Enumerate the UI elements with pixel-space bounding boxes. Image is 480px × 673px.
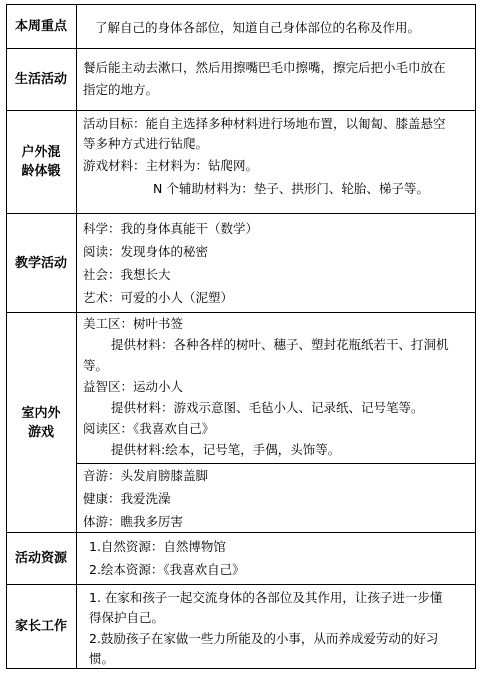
weekly-focus-content (83, 5, 472, 48)
indoor-games-content (83, 313, 472, 461)
resources-line-2: 2.绘本资源：《我喜欢自己》 (89, 562, 245, 577)
teaching-line-4: 艺术：可爱的小人（泥塑） (83, 290, 234, 305)
parent-line-1: 1. 在家和孩子一起交流身体的各部位及其作用，让孩子进一步懂 (89, 590, 443, 605)
row-label-life-activity: 生活活动 (14, 72, 67, 87)
parent-work-content (83, 585, 472, 668)
outdoor-line-3: 游戏材料：主材料为：钻爬网。 (83, 158, 259, 173)
row-parent-work (6, 584, 476, 669)
row-label-parent-work: 家长工作 (14, 619, 67, 634)
outdoor-line-2: 等多种方式进行钻爬。 (83, 136, 209, 151)
row-label-weekly-focus: 本周重点 (14, 19, 67, 34)
life-line-2: 指定的地方。 (83, 82, 159, 97)
teaching-activity-content (83, 214, 472, 312)
outdoor-exercise-content (83, 111, 472, 213)
teaching-line-3: 社会：我想长大 (83, 267, 171, 282)
row-life-activity (6, 48, 476, 110)
row-label-outdoor-exercise: 户外混 龄体锻 (21, 145, 61, 179)
indoor-line-7: 提供材料:绘本，记号笔，手偶，头饰等。 (111, 442, 341, 457)
indoor-line-6: 阅读区：《我喜欢自己》 (83, 421, 215, 436)
outdoor-game-line-2: 健康：我爱洗澡 (83, 491, 171, 506)
parent-line-2: 得保护自己。 (89, 610, 165, 625)
teaching-line-1: 科学：我的身体真能干（数学） (83, 221, 259, 236)
indoor-line-4: 益智区：运动小人 (83, 379, 184, 394)
row-teaching-activity (6, 213, 476, 312)
row-label-teaching-activity: 教学活动 (14, 255, 67, 271)
weekly-focus-text: 了解自己的身体各部位，知道自己身体部位的名称及作用。 (95, 20, 421, 35)
parent-line-4: 惯。 (89, 651, 115, 666)
outdoor-games-content (83, 463, 472, 532)
plan-table (6, 4, 476, 669)
indoor-line-5: 提供材料：游戏示意图、毛毡小人、记录纸、记号笔等。 (111, 400, 424, 415)
life-line-1: 餐后能主动去漱口，然后用擦嘴巴毛巾擦嘴，擦完后把小毛巾放在 (83, 60, 446, 75)
indoor-line-1: 美工区：树叶书签 (83, 316, 184, 331)
row-indoor-outdoor-games (6, 312, 476, 532)
resources-content (83, 533, 472, 584)
resources-line-1: 1.自然资源：自然博物馆 (89, 539, 226, 554)
row-label-games: 室内外 游戏 (21, 405, 61, 440)
row-outdoor-exercise (6, 110, 476, 213)
indoor-line-3: 等。 (83, 358, 109, 373)
row-activity-resources (6, 532, 476, 584)
parent-line-3: 2.鼓励孩子在家做一些力所能及的小事，从而养成爱劳动的好习 (89, 631, 439, 646)
row-weekly-focus (6, 4, 476, 48)
outdoor-line-1: 活动目标：能自主选择多种材料进行场地布置，以匍匐、膝盖悬空 (83, 116, 446, 131)
outdoor-game-line-1: 音游：头发肩膀膝盖脚 (83, 468, 209, 483)
teaching-line-2: 阅读：发现身体的秘密 (83, 244, 209, 259)
life-activity-content (83, 49, 472, 110)
outdoor-game-line-3: 体游：瞧我多厉害 (83, 514, 184, 529)
indoor-line-2: 提供材料：各种各样的树叶、穗子、塑封花瓶纸若干、打洞机 (111, 337, 449, 352)
row-label-resources: 活动资源 (14, 551, 67, 566)
outdoor-line-4: N 个辅助材料为：垫子、拱形门、轮胎、梯子等。 (153, 181, 429, 196)
